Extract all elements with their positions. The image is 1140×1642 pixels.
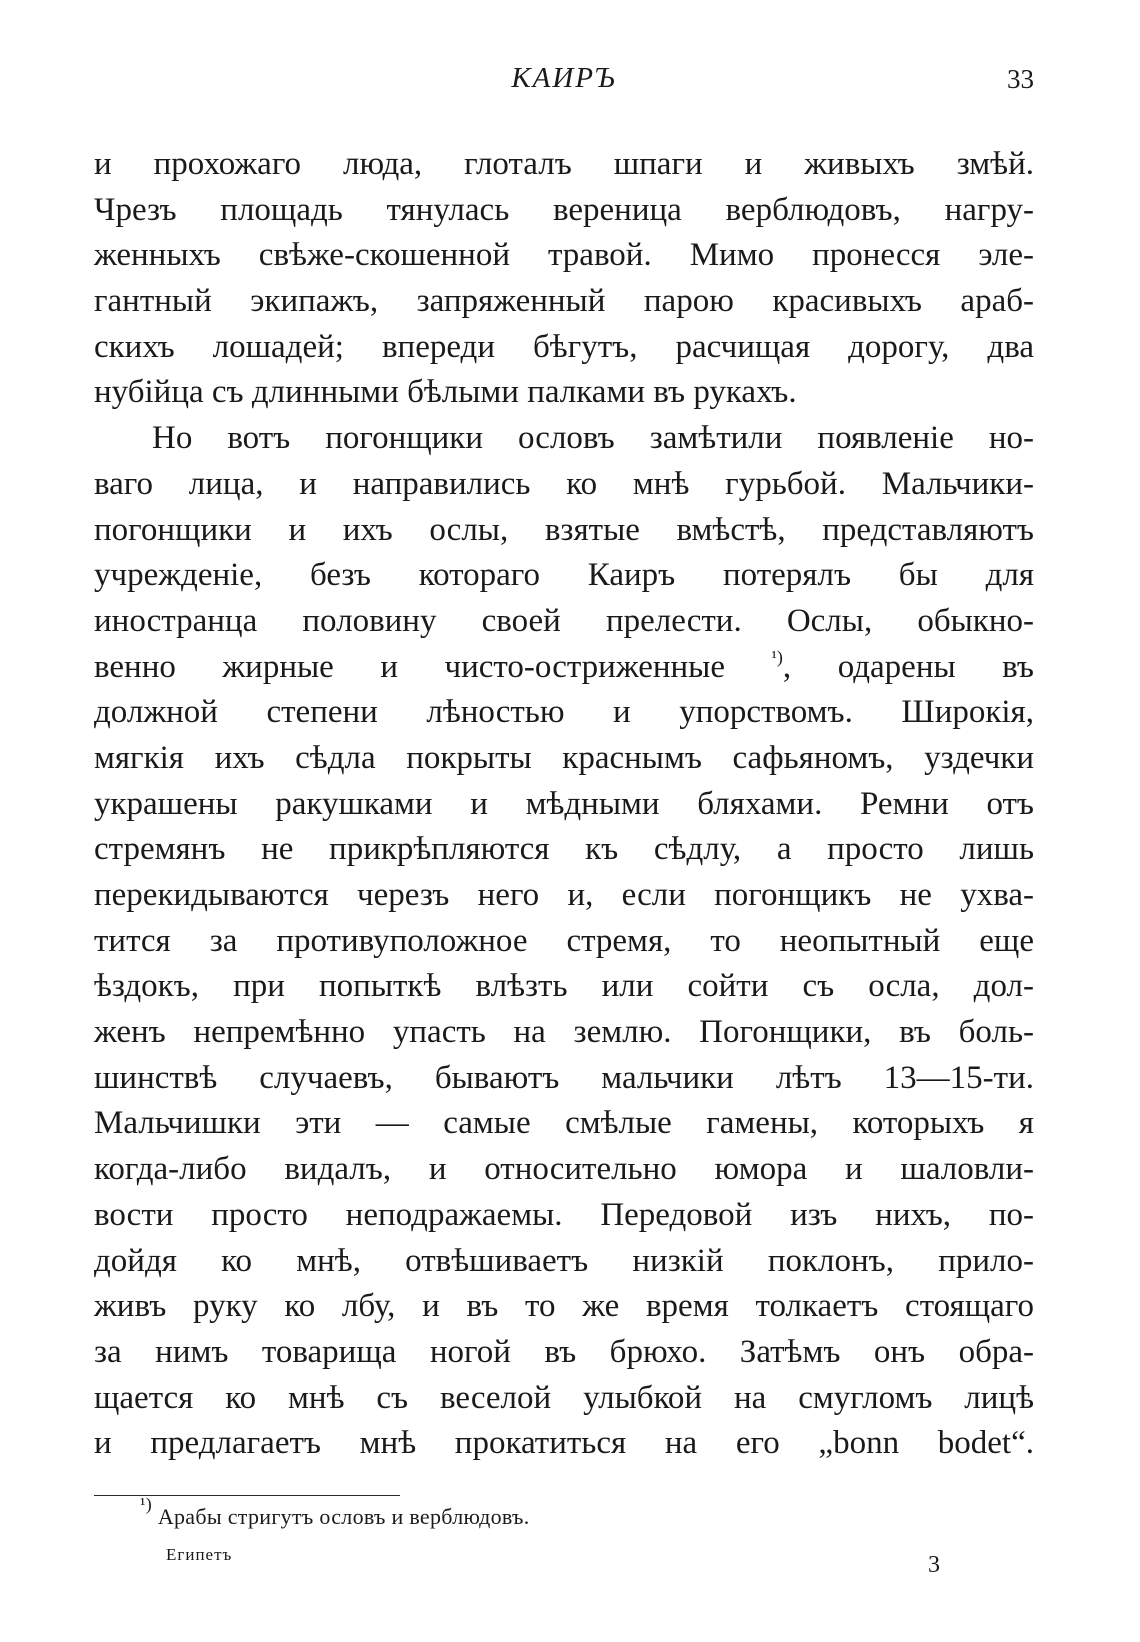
text-line: живъ руку ко лбу, и въ то же время толкаетъ стоящаго [94,1288,1034,1325]
text-line: перекидываются черезъ него и, если погонщикъ не ухва- [94,877,1034,913]
paragraph-start-line: Но вотъ погонщики ословъ замѣтили появленіе но- [152,420,1034,457]
text-line: и прохожаго люда, глоталъ шпаги и живыхъ змѣй. [94,146,1034,182]
text-line: гантный экипажъ, запряженный парою красивыхъ араб- [94,283,1034,320]
text-line: Чрезъ площадь тянулась вереница верблюдовъ, нагру- [94,191,1034,228]
text-line: погонщики и ихъ ослы, взятые вмѣстѣ, представляютъ [94,511,1034,548]
text-line: женъ непремѣнно упасть на землю. Погонщики, въ боль- [94,1014,1034,1051]
footnote-reference: ¹) [771,646,783,667]
text-line: вости просто неподражаемы. Передовой изъ нихъ, по- [94,1196,1034,1233]
footnote-marker: ¹) [140,1494,152,1514]
sheet-number: 3 [928,1552,940,1578]
text-line: Мальчишки эти — самые смѣлые гамены, которыхъ я [94,1105,1034,1142]
text-line-head: венно жирные и чисто-остриженные [94,648,725,685]
text-line: нубійца съ длинными бѣлыми палками въ рукахъ. [94,374,797,411]
text-line: скихъ лошадей; впереди бѣгутъ, расчищая дорогу, два [94,328,1034,365]
text-line: женныхъ свѣже-скошенной травой. Мимо пронесся эле- [94,237,1034,274]
text-line: мягкія ихъ сѣдла покрыты краснымъ сафьяномъ, уздечки [94,739,1034,776]
page-number: 33 [1007,64,1034,94]
text-line: стремянъ не прикрѣпляются къ сѣдлу, а просто лишь [94,831,1034,868]
body-text [94,142,1034,1467]
text-line: ваго лица, и направились ко мнѣ гурьбой. Мальчики- [94,465,1034,502]
text-line: за нимъ товарища ногой въ брюхо. Затѣмъ онъ обра- [94,1333,1034,1370]
text-line: и предлагаетъ мнѣ прокатиться на его „bonn bodet“. [94,1425,1034,1462]
text-line: учрежденіе, безъ котораго Каиръ потерялъ бы для [94,557,1034,594]
text-line: когда-либо видалъ, и относительно юмора и шаловли- [94,1151,1034,1188]
running-title: КАИРЪ [511,62,617,94]
text-line-with-footnote [94,645,1034,691]
text-line: дойдя ко мнѣ, отвѣшиваетъ низкій поклонъ, прило- [94,1242,1034,1279]
text-line: иностранца половину своей прелести. Ослы, обыкно- [94,602,1034,639]
footnote [140,1494,530,1530]
running-head [94,62,1034,102]
text-line: должной степени лѣностью и упорствомъ. Широкія, [94,694,1034,731]
signature-mark: Египетъ [166,1545,233,1564]
text-line: тится за противуположное стремя, то неопытный еще [94,922,1034,959]
footnote-text: Арабы стригутъ ословъ и верблюдовъ. [157,1504,530,1529]
text-line-tail: , одарены въ [782,648,1034,685]
text-line: украшены ракушками и мѣдными бляхами. Ремни отъ [94,785,1034,822]
text-line: шинствѣ случаевъ, бываютъ мальчики лѣтъ 13—15-ти. [94,1059,1034,1096]
text-line: ѣздокъ, при попыткѣ влѣзть или сойти съ осла, дол- [94,968,1034,1005]
text-line: щается ко мнѣ съ веселой улыбкой на смугломъ лицѣ [94,1379,1034,1416]
